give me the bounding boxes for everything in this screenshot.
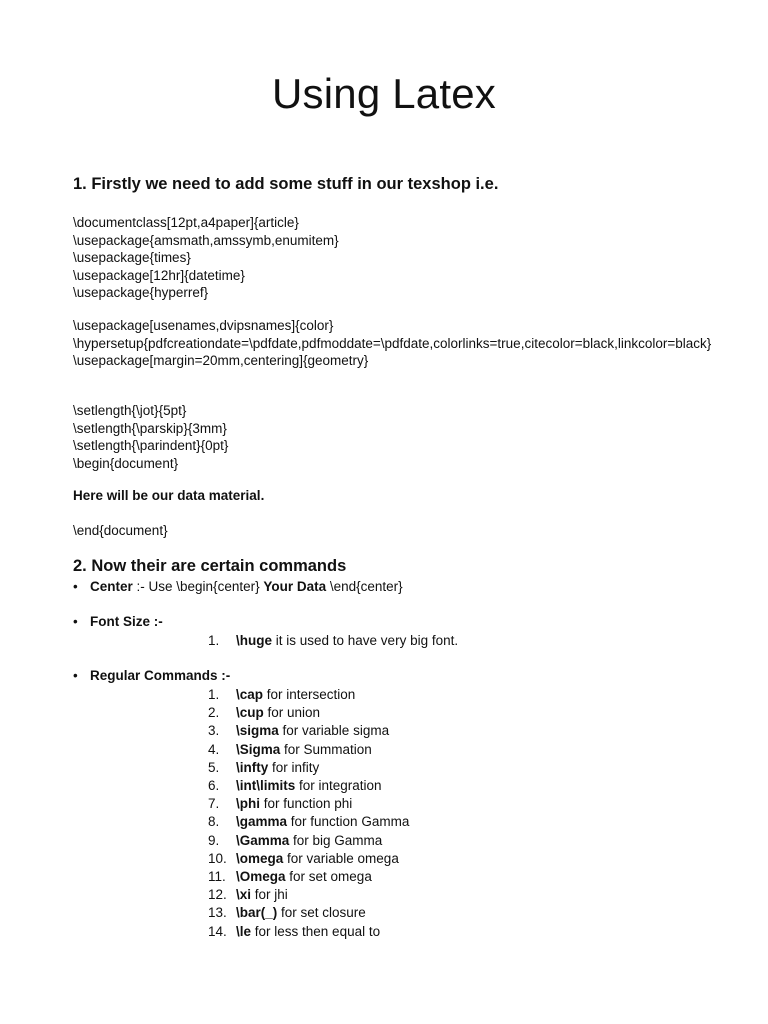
- code-line: \documentclass[12pt,a4paper]{article}: [73, 215, 299, 230]
- code-line: \setlength{\parindent}{0pt}: [73, 438, 229, 453]
- preamble-block-3: [73, 402, 713, 472]
- code-line: \setlength{\jot}{5pt}: [73, 403, 187, 418]
- list-item: 11. \Omega for set omega: [208, 869, 372, 885]
- code-line: \begin{document}: [73, 455, 179, 471]
- code-line: \usepackage[usenames,dvipsnames]{color}: [73, 318, 334, 333]
- list-item: 14. \le for less then equal to: [208, 923, 381, 939]
- bullet-dot: •: [73, 579, 78, 594]
- preamble-block-1: [73, 214, 713, 302]
- bullet-dot: •: [73, 614, 78, 629]
- list-item: 13. \bar(_) for set closure: [208, 905, 366, 921]
- code-line: \usepackage[12hr]{datetime}: [73, 267, 245, 283]
- code-line: \setlength{\parskip}{3mm}: [73, 420, 227, 436]
- list-item: 2. \cup for union: [208, 705, 321, 721]
- list-item: 4. \Sigma for Summation: [208, 741, 372, 757]
- center-label: Center: [90, 579, 133, 594]
- list-item: 7. \phi for function phi: [208, 796, 353, 812]
- preamble-block-2: [73, 317, 713, 370]
- center-end: \end{center}: [326, 579, 403, 594]
- bullet-dot: •: [73, 668, 78, 683]
- bullet-center: [73, 579, 403, 594]
- data-note: Here will be our data material.: [73, 488, 265, 503]
- page-title: Using Latex: [272, 70, 496, 117]
- code-line: \usepackage[margin=20mm,centering]{geometry}: [73, 353, 369, 368]
- list-item: 12. \xi for jhi: [208, 887, 288, 903]
- list-item: 3. \sigma for variable sigma: [208, 723, 390, 739]
- list-item: 8. \gamma for function Gamma: [208, 814, 410, 830]
- list-item: 1. \cap for intersection: [208, 687, 356, 702]
- code-line: \usepackage{times}: [73, 250, 191, 265]
- center-data: Your Data: [263, 579, 327, 594]
- code-line: \hypersetup{pdfcreationdate=\pdfdate,pdfmoddate=\pdfdate,colorlinks=true,citecolor=black,linkcolor=black}: [73, 335, 712, 351]
- regular-commands-label: Regular Commands :-: [90, 668, 231, 683]
- bullet-font-size: [73, 614, 163, 629]
- code-line: \usepackage{amsmath,amssymb,enumitem}: [73, 232, 339, 248]
- center-usage: :- Use \begin{center}: [132, 579, 264, 594]
- bullet-regular-commands: [73, 668, 230, 683]
- list-item: 5. \infty for infity: [208, 759, 320, 775]
- list-item: 10. \omega for variable omega: [208, 850, 399, 866]
- list-item: 9. \Gamma for big Gamma: [208, 832, 383, 848]
- font-size-label: Font Size :-: [90, 614, 163, 629]
- regular-commands-list: [208, 686, 409, 941]
- code-line: \usepackage{hyperref}: [73, 285, 209, 300]
- section-2-heading: 2. Now their are certain commands: [73, 557, 347, 575]
- section-1-heading: 1. Firstly we need to add some stuff in our texshop i.e.: [73, 175, 499, 193]
- end-document-line: \end{document}: [73, 523, 168, 538]
- font-size-list: [208, 632, 458, 650]
- list-item: 1. \huge it is used to have very big font.: [208, 633, 459, 648]
- list-item: 6. \int\limits for integration: [208, 778, 382, 794]
